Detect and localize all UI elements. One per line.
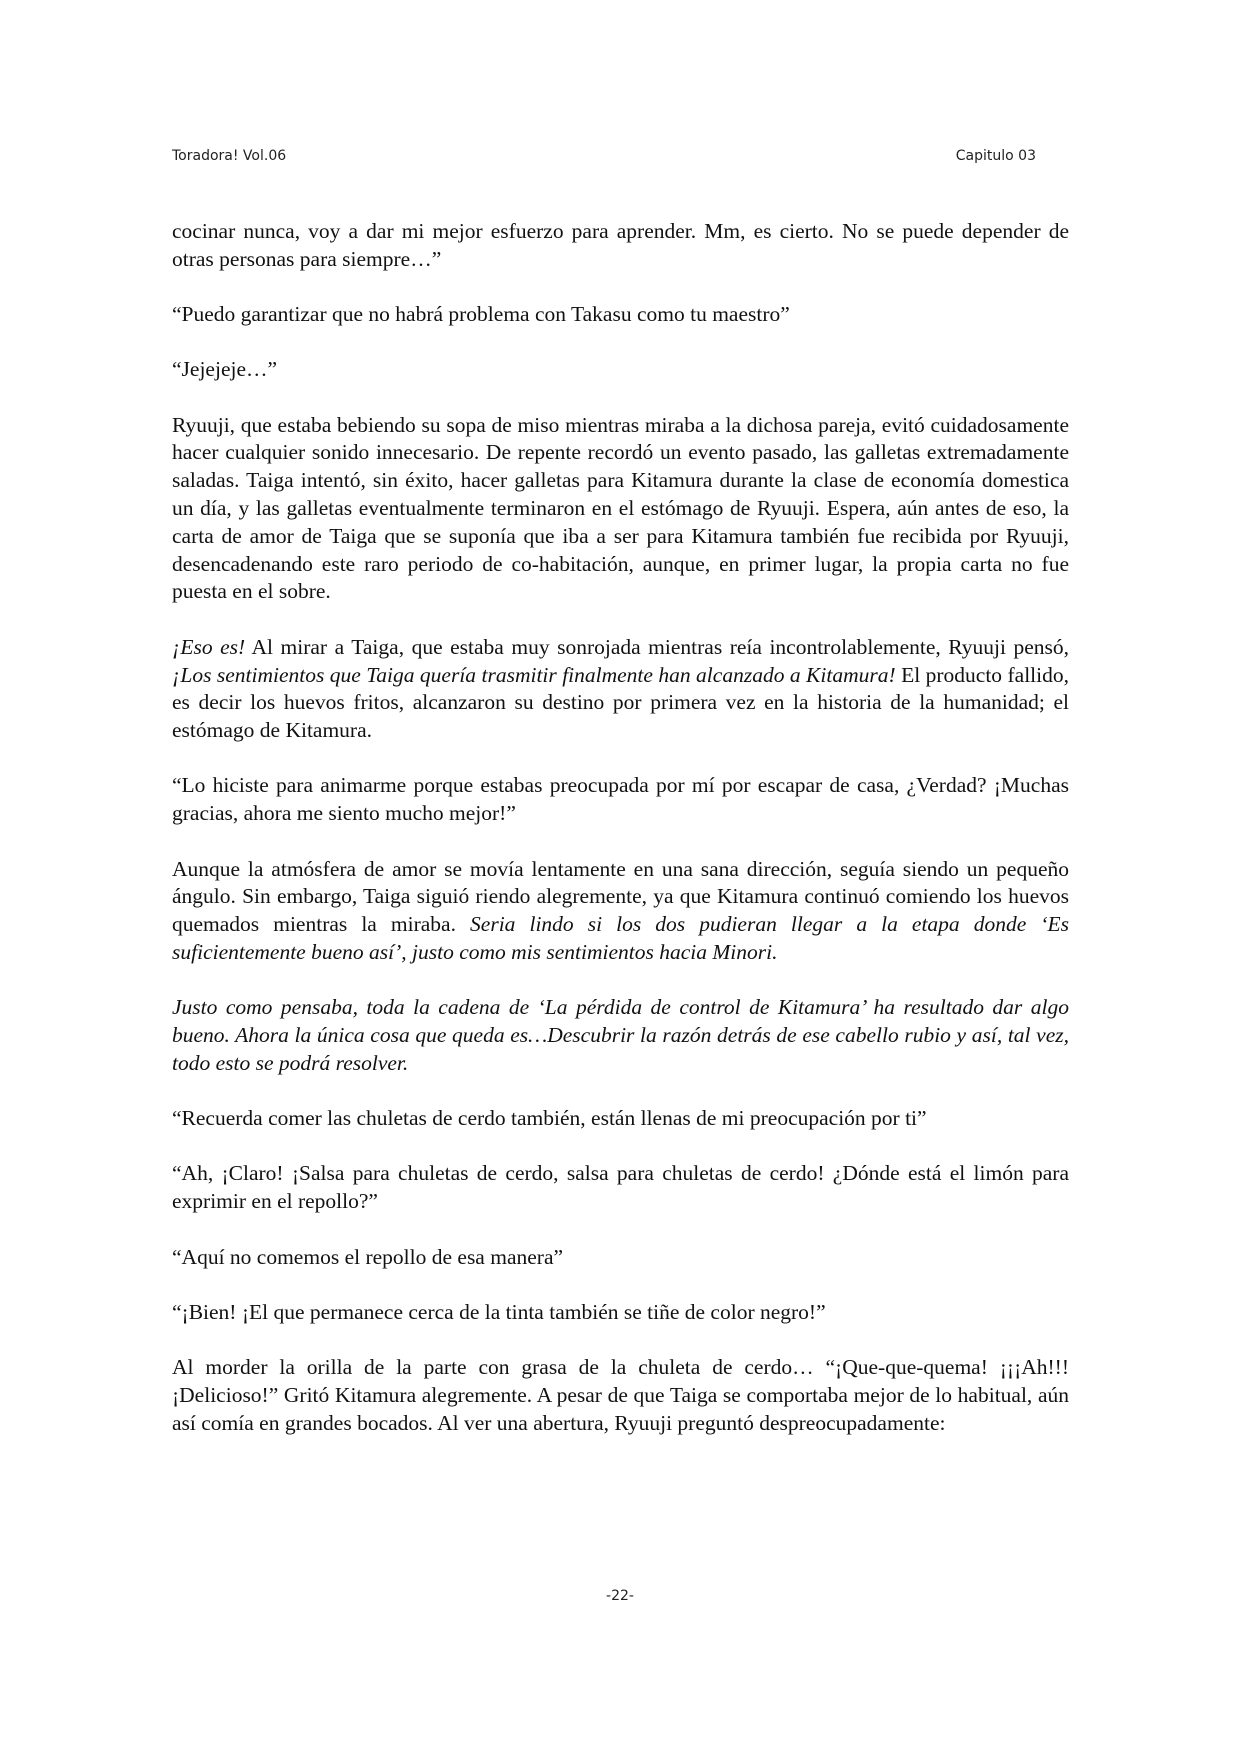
- paragraph: [172, 356, 1069, 384]
- text-run: “Ah, ¡Claro! ¡Salsa para chuletas de cerdo, salsa para chuletas de cerdo! ¿Dónde está el limón para exprimir en el repollo?”: [172, 1161, 1069, 1214]
- header-book-title: Toradora! Vol.06: [172, 148, 287, 164]
- page-number: -22-: [606, 1588, 634, 1604]
- text-run: Al morder la orilla de la parte con grasa de la chuleta de cerdo… “¡Que-que-quema! ¡¡¡Ah!!!¡Delicioso!” Gritó Kitamura alegremente. A pesar de que Taiga se comportaba mejor de lo habitual, aún así comía en grandes bocados. Al ver una abertura, Ryuuji preguntó despreocupadamente:: [172, 1355, 1069, 1435]
- italic-text: Justo como pensaba, toda la cadena de ‘La pérdida de control de Kitamura’ ha resultado dar algo bueno. Ahora la única cosa que queda es…Descubrir la razón detrás de ese cabello rubio y así, tal vez, todo esto se podrá resolver.: [172, 995, 1069, 1075]
- paragraph: [172, 1299, 1069, 1327]
- running-header: [172, 148, 1038, 170]
- paragraph: [172, 412, 1069, 607]
- paragraph: [172, 1244, 1069, 1272]
- header-chapter: Capitulo 03: [955, 148, 1036, 164]
- paragraph: [172, 856, 1069, 967]
- paragraph: [172, 1354, 1069, 1437]
- text-run: Ryuuji, que estaba bebiendo su sopa de miso mientras miraba a la dichosa pareja, evitó cuidadosamente hacer cualquier sonido innecesario. De repente recordó un evento pasado, las galletas extremadamente saladas. Taiga intentó, sin éxito, hacer galletas para Kitamura durante la clase de economía domestica un día, y las galletas eventualmente terminaron en el estómago de Ryuuji. Espera, aún antes de eso, la carta de amor de Taiga que se suponía que iba a ser para Kitamura también fue recibida por Ryuuji, desencadenando este raro periodo de co-habitación, aunque, en primer lugar, la propia carta no fue puesta en el sobre.: [172, 412, 1069, 604]
- text-run: El producto fallido, es decir los huevos fritos, alcanzaron su destino por primera vez en la historia de la humanidad; el estómago de Kitamura.: [172, 662, 1069, 743]
- text-run: Al mirar a Taiga, que estaba muy sonrojada mientras reía incontrolablemente, Ryuuji pensó,: [245, 634, 1070, 659]
- page-footer: [0, 1588, 1240, 1604]
- text-run: “Recuerda comer las chuletas de cerdo también, están llenas de mi preocupación por ti”: [172, 1106, 927, 1131]
- text-run: cocinar nunca, voy a dar mi mejor esfuerzo para aprender. Mm, es cierto. No se puede depender de otras personas para siempre…”: [172, 219, 1069, 271]
- text-run: “Lo hiciste para animarme porque estabas preocupada por mí por escapar de casa, ¿Verdad? ¡Muchas gracias, ahora me siento mucho mejor!”: [172, 773, 1069, 826]
- italic-text: Seria lindo si los dos pudieran llegar a la etapa donde ‘Es suficientemente bueno así’, justo como mis sentimientos hacia Minori.: [172, 912, 1069, 964]
- paragraph: [172, 1160, 1069, 1216]
- paragraph: [172, 772, 1069, 828]
- text-run: “¡Bien! ¡El que permanece cerca de la tinta también se tiñe de color negro!”: [172, 1299, 826, 1324]
- text-run: “Aquí no comemos el repollo de esa manera”: [172, 1244, 564, 1269]
- paragraph: [172, 301, 1069, 329]
- text-run: Aunque la atmósfera de amor se movía lentamente en una sana dirección, seguía siendo un pequeño ángulo. Sin embargo, Taiga siguió riendo alegremente, ya que Kitamura continuó comiendo los huevos quemados mientras la miraba.: [172, 856, 1069, 937]
- italic-text: ¡Eso es!: [172, 634, 246, 659]
- text-run: “Puedo garantizar que no habrá problema con Takasu como tu maestro”: [172, 302, 790, 327]
- text-run: “Jejejeje…”: [172, 357, 278, 382]
- italic-text: ¡Los sentimientos que Taiga quería trasmitir finalmente han alcanzado a Kitamura!: [172, 662, 896, 687]
- paragraph: [172, 634, 1069, 745]
- paragraph: [172, 1105, 1069, 1133]
- paragraph: [172, 218, 1069, 274]
- paragraph: [172, 994, 1069, 1077]
- body-text: [172, 218, 1069, 1465]
